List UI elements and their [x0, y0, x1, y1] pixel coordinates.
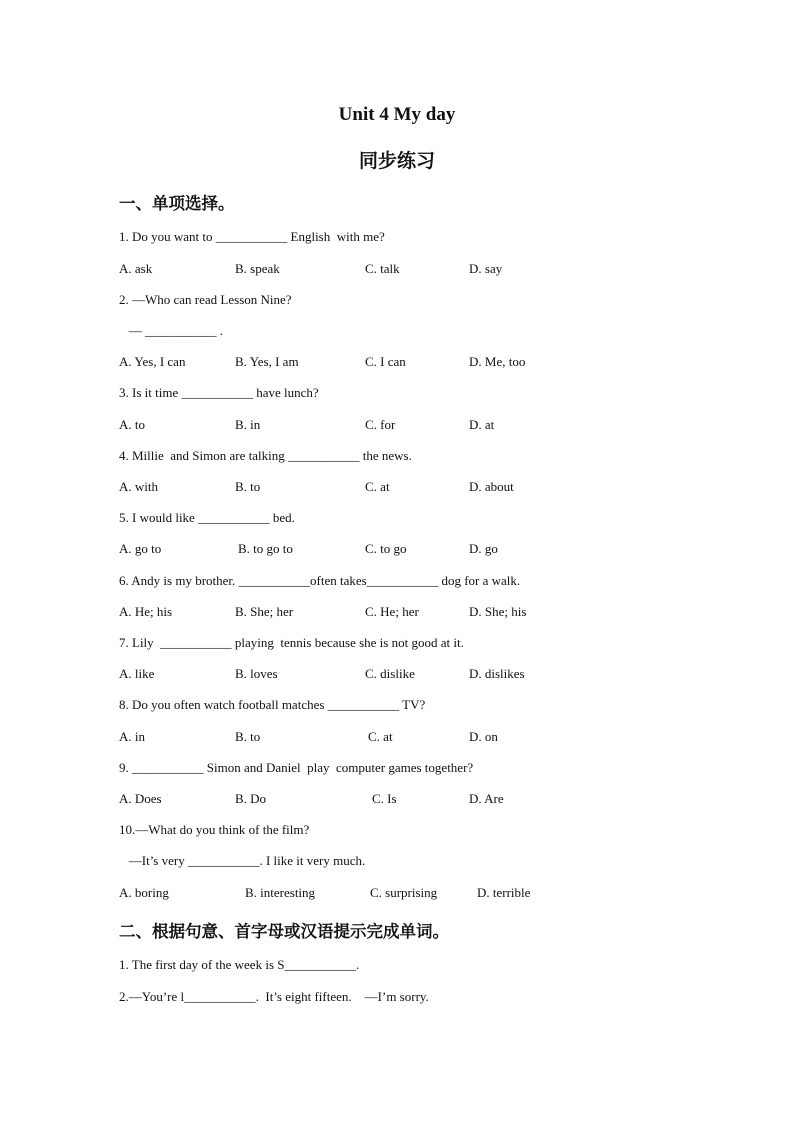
- section-1-heading: 一、单项选择。: [119, 194, 235, 213]
- worksheet-title: Unit 4 My day: [338, 104, 456, 125]
- question-7-option-c: C. dislike: [365, 666, 415, 681]
- question-8-option-b: B. to: [235, 729, 261, 744]
- question-2-option-d: D. Me, too: [469, 354, 526, 369]
- question-3-option-b: B. in: [235, 417, 261, 432]
- question-2-stem: 2. —Who can read Lesson Nine?: [119, 292, 292, 307]
- question-4-option-a: A. with: [119, 479, 158, 494]
- question-10-stem: 10.—What do you think of the film?: [119, 822, 310, 837]
- question-2-answer-line: — ___________ .: [119, 323, 223, 338]
- question-9-option-d: D. Are: [469, 791, 504, 806]
- section-2-heading: 二、根据句意、首字母或汉语提示完成单词。: [119, 922, 449, 941]
- question-7-option-b: B. loves: [235, 666, 278, 681]
- question-8-option-c: C. at: [368, 729, 393, 744]
- question-6-option-b: B. She; her: [235, 604, 294, 619]
- question-1-option-d: D. say: [469, 261, 503, 276]
- question-1-option-a: A. ask: [119, 261, 153, 276]
- question-9-option-b: B. Do: [235, 791, 267, 806]
- question-5-stem: 5. I would like ___________ bed.: [119, 510, 295, 525]
- question-6-stem: 6. Andy is my brother. ___________often takes___________ dog for a walk.: [119, 573, 521, 588]
- question-2-option-a: A. Yes, I can: [119, 354, 186, 369]
- question-9-option-a: A. Does: [119, 791, 162, 806]
- question-1-option-b: B. speak: [235, 261, 280, 276]
- question-1-option-c: C. talk: [365, 261, 400, 276]
- question-10-option-b: B. interesting: [245, 885, 316, 900]
- question-3-option-d: D. at: [469, 417, 495, 432]
- question-4-stem: 4. Millie and Simon are talking ___________ the news.: [119, 448, 412, 463]
- question-7-option-a: A. like: [119, 666, 155, 681]
- question-7-option-d: D. dislikes: [469, 666, 525, 681]
- question-2-option-b: B. Yes, I am: [235, 354, 299, 369]
- question-4-option-d: D. about: [469, 479, 514, 494]
- fill-in-item-1: 1. The first day of the week is S___________.: [119, 957, 360, 972]
- question-5-option-d: D. go: [469, 541, 498, 556]
- question-3-option-a: A. to: [119, 417, 145, 432]
- question-10-option-c: C. surprising: [370, 885, 438, 900]
- question-9-stem: 9. ___________ Simon and Daniel play computer games together?: [119, 760, 474, 775]
- question-8-stem: 8. Do you often watch football matches ___________ TV?: [119, 697, 426, 712]
- question-10-option-a: A. boring: [119, 885, 169, 900]
- question-8-option-a: A. in: [119, 729, 145, 744]
- question-5-option-c: C. to go: [365, 541, 407, 556]
- question-7-stem: 7. Lily ___________ playing tennis because she is not good at it.: [119, 635, 464, 650]
- question-2-option-c: C. I can: [365, 354, 406, 369]
- question-4-option-b: B. to: [235, 479, 261, 494]
- fill-in-item-2: 2.—You’re l___________. It’s eight fifteen. —I’m sorry.: [119, 989, 429, 1004]
- question-1-stem: 1. Do you want to ___________ English with me?: [119, 229, 385, 244]
- question-6-option-a: A. He; his: [119, 604, 173, 619]
- question-9-option-c: C. Is: [372, 791, 397, 806]
- question-5-option-a: A. go to: [119, 541, 162, 556]
- question-10-answer-line: —It’s very ___________. I like it very much.: [119, 853, 366, 868]
- question-5-option-b: B. to go to: [238, 541, 293, 556]
- question-6-option-d: D. She; his: [469, 604, 527, 619]
- question-6-option-c: C. He; her: [365, 604, 419, 619]
- question-10-option-d: D. terrible: [477, 885, 531, 900]
- question-4-option-c: C. at: [365, 479, 390, 494]
- worksheet-subtitle: 同步练习: [358, 151, 435, 172]
- question-8-option-d: D. on: [469, 729, 498, 744]
- question-3-option-c: C. for: [365, 417, 396, 432]
- question-3-stem: 3. Is it time ___________ have lunch?: [119, 385, 319, 400]
